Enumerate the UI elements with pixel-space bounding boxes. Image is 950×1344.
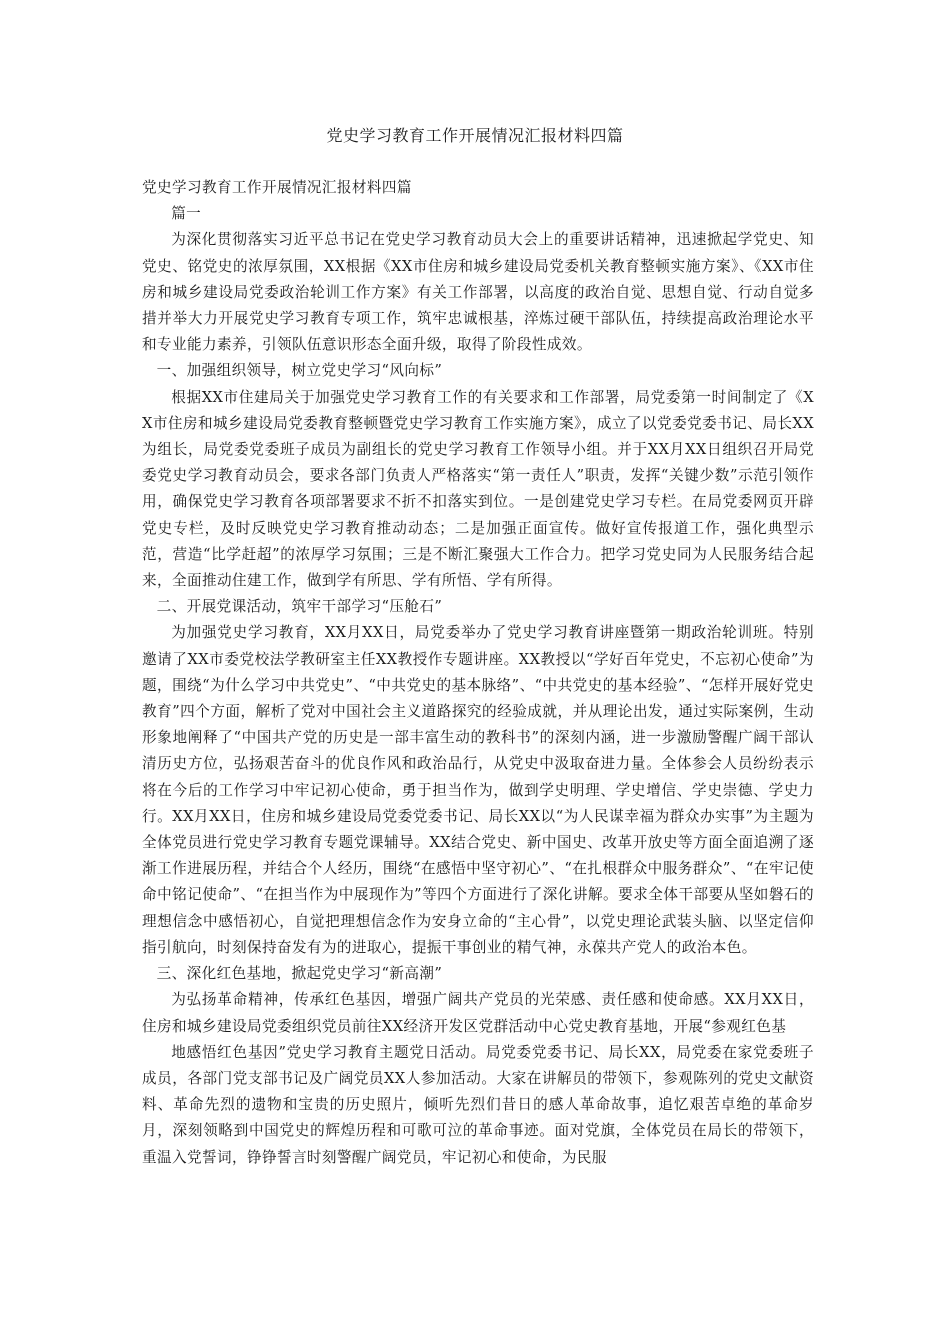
- paragraph-section-3: 为弘扬革命精神，传承红色基因，增强广阔共产党员的光荣感、责任感和使命感。XX月XX日，住房和城乡建设局党委组织党员前往XX经济开发区党群活动中心党史教育基地，开展“参观红色基: [142, 991, 814, 1035]
- part-label: 篇一: [171, 205, 202, 223]
- section-heading-3: 三、深化红色基地，掀起党史学习“新高潮”: [156, 965, 443, 983]
- section-heading-2: 二、开展党课活动，筑牢干部学习“压舱石”: [156, 598, 443, 616]
- paragraph-intro: 为深化贯彻落实习近平总书记在党史学习教育动员大会上的重要讲话精神，迅速掀起学党史、知党史、铭党史的浓厚氛围，XX根据《XX市住房和城乡建设局党委机关教育整顿实施方案》、《XX市住房和城乡建设局党委政治轮训工作方案》有关工作部署，以高度的政治自觉、思想自觉、行动自觉多措并举大力开展党史学习教育专项工作，筑牢忠诚根基，淬炼过硬干部队伍，持续提高政治理论水平和专业能力素养，引领队伍意识形态全面升级，取得了阶段性成效。: [142, 231, 814, 354]
- paragraph-section-2: 为加强党史学习教育，XX月XX日，局党委举办了党史学习教育讲座暨第一期政治轮训班。特别邀请了XX市委党校法学教研室主任XX教授作专题讲座。XX教授以“学好百年党史，不忘初心使命”为题，围绕“为什么学习中共党史”、“中共党史的基本脉络”、“中共党史的基本经验”、“怎样开展好党史教育”四个方面，解析了党对中国社会主义道路探究的经验成就，并从理论出发，通过实际案例，生动形象地阐释了“中国共产党的历史是一部丰富生动的教科书”的深刻内涵，进一步激励警醒广阔干部认清历史方位，弘扬艰苦奋斗的优良作风和政治品行，从党史中汲取奋进力量。全体参会人员纷纷表示将在今后的工作学习中牢记初心使命，勇于担当作为，做到学史明理、学史增信、学史崇德、学史力行。XX月XX日，住房和城乡建设局党委党委书记、局长XX以“为人民谋幸福为群众办实事”为主题为全体党员进行党史学习教育专题党课辅导。XX结合党史、新中国史、改革开放史等方面全面追溯了逐渐工作进展历程，并结合个人经历，围绕“在感悟中坚守初心”、“在扎根群众中服务群众”、“在牢记使命中铭记使命”、“在担当作为中展现作为”等四个方面进行了深化讲解。要求全体干部要从坚如磐石的理想信念中感悟初心，自觉把理想信念作为安身立命的“主心骨”，以党史理论武装头脑、以坚定信仰指引航向，时刻保持奋发有为的进取心，提振干事创业的精气神，永葆共产党人的政治本色。: [142, 624, 814, 956]
- document-body: [142, 175, 814, 1171]
- document-subtitle: 党史学习教育工作开展情况汇报材料四篇: [142, 179, 412, 196]
- section-heading-1: 一、加强组织领导，树立党史学习“风向标”: [156, 362, 443, 380]
- document-title: 党史学习教育工作开展情况汇报材料四篇: [326, 126, 624, 145]
- paragraph-section-3-continued: 地感悟红色基因”党史学习教育主题党日活动。局党委党委书记、局长XX，局党委在家党委班子成员，各部门党支部书记及广阔党员XX人参加活动。大家在讲解员的带领下，参观陈列的党史文献资料、革命先烈的遗物和宝贵的历史照片，倾听先烈们昔日的感人革命故事，追忆艰苦卓绝的革命岁月，深刻领略到中国党史的辉煌历程和可歌可泣的革命事迹。面对党旗，全体党员在局长的带领下，重温入党誓词，铮铮誓言时刻警醒广阔党员，牢记初心和使命，为民服: [142, 1043, 814, 1166]
- paragraph-section-1: 根据XX市住建局关于加强党史学习教育工作的有关要求和工作部署，局党委第一时间制定了《XX市住房和城乡建设局党委教育整顿暨党史学习教育工作实施方案》，成立了以党委党委书记、局长XX为组长，局党委党委班子成员为副组长的党史学习教育工作领导小组。并于XX月XX日组织召开局党委党史学习教育动员会，要求各部门负责人严格落实“第一责任人”职责，发挥“关键少数”示范引领作用，确保党史学习教育各项部署要求不折不扣落实到位。一是创建党史学习专栏。在局党委网页开辟党史专栏，及时反映党史学习教育推动动态；二是加强正面宣传。做好宣传报道工作，强化典型示范，营造“比学赶超”的浓厚学习氛围；三是不断汇聚强大工作合力。把学习党史同为人民服务结合起来，全面推动住建工作，做到学有所思、学有所悟、学有所得。: [142, 388, 814, 590]
